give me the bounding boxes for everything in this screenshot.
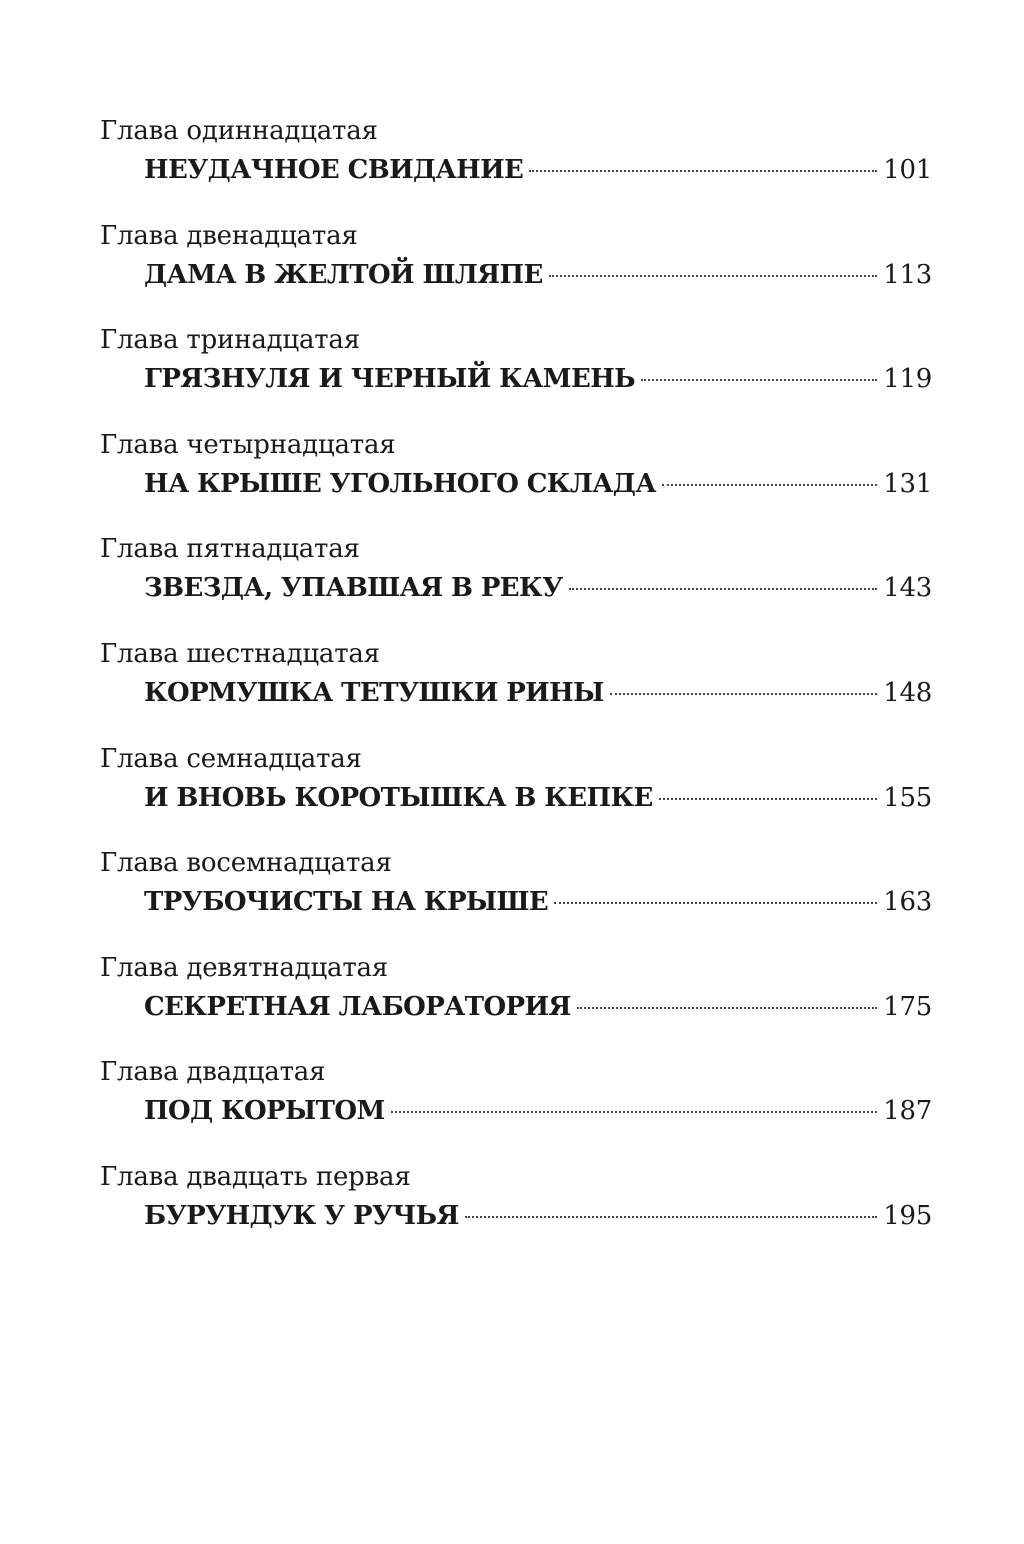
chapter-title-line [144, 150, 932, 190]
chapter-label: Глава девятнадцатая [100, 952, 389, 983]
chapter-label: Глава тринадцатая [100, 325, 360, 356]
chapter-title-line [144, 673, 932, 713]
dot-leader [662, 484, 877, 486]
chapter-label: Глава семнадцатая [100, 743, 362, 774]
chapter-title-line [144, 882, 932, 922]
page-number: 148 [883, 677, 932, 708]
page-number: 143 [883, 573, 932, 604]
chapter-label: Глава двадцатая [100, 1057, 326, 1088]
chapter-title-line [144, 1196, 932, 1236]
chapter-title: КОРМУШКА ТЕТУШКИ РИНЫ [144, 677, 604, 708]
chapter-label: Глава двенадцатая [100, 220, 358, 251]
dot-leader [659, 798, 878, 800]
chapter-title-line [144, 1091, 932, 1131]
chapter-label: Глава восемнадцатая [100, 848, 392, 879]
toc-entry [100, 1158, 932, 1263]
page-number: 155 [883, 782, 932, 813]
page-number: 113 [883, 259, 932, 290]
toc-entry [100, 635, 932, 740]
page-number: 163 [883, 887, 932, 918]
chapter-title: СЕКРЕТНАЯ ЛАБОРАТОРИЯ [144, 991, 571, 1022]
page-number: 131 [883, 468, 932, 499]
chapter-label: Глава одиннадцатая [100, 116, 378, 146]
dot-leader [641, 379, 877, 381]
toc-entry [100, 949, 932, 1054]
dot-leader [554, 902, 877, 904]
chapter-title: ДАМА В ЖЕЛТОЙ ШЛЯПЕ [144, 259, 543, 290]
chapter-title: ПОД КОРЫТОМ [144, 1096, 385, 1127]
chapter-title: ЗВЕЗДА, УПАВШАЯ В РЕКУ [144, 573, 563, 604]
chapter-label: Глава шестнадцатая [100, 638, 380, 669]
dot-leader [465, 1216, 877, 1218]
chapter-title: НЕУДАЧНОЕ СВИДАНИЕ [144, 155, 524, 185]
dot-leader [569, 588, 878, 590]
dot-leader [577, 1007, 877, 1009]
dot-leader [529, 170, 877, 172]
page-number: 175 [883, 991, 932, 1022]
toc-entry [100, 1053, 932, 1158]
chapter-label: Глава двадцать первая [100, 1161, 411, 1192]
chapter-title-line [144, 568, 932, 608]
toc-entry [100, 217, 932, 322]
toc-entry [100, 740, 932, 845]
chapter-title: И ВНОВЬ КОРОТЫШКА В КЕПКЕ [144, 782, 653, 813]
chapter-title-line [144, 464, 932, 504]
chapter-title-line [144, 778, 932, 818]
chapter-title: ГРЯЗНУЛЯ И ЧЕРНЫЙ КАМЕНЬ [144, 364, 636, 395]
chapter-title-line [144, 987, 932, 1027]
toc-entry [100, 426, 932, 531]
toc-entry [100, 530, 932, 635]
dot-leader [610, 693, 878, 695]
page-number: 101 [883, 155, 932, 185]
page-number: 195 [883, 1200, 932, 1231]
page-number: 119 [883, 364, 932, 395]
chapter-label: Глава четырнадцатая [100, 429, 396, 460]
toc-entry [100, 112, 932, 217]
chapter-label: Глава пятнадцатая [100, 534, 360, 565]
chapter-title: ТРУБОЧИСТЫ НА КРЫШЕ [144, 887, 549, 918]
chapter-title: НА КРЫШЕ УГОЛЬНОГО СКЛАДА [144, 468, 656, 499]
chapter-title-line [144, 359, 932, 399]
dot-leader [391, 1111, 878, 1113]
chapter-title-line [144, 255, 932, 295]
toc-entry [100, 844, 932, 949]
dot-leader [549, 275, 878, 277]
toc-entry [100, 321, 932, 426]
table-of-contents [100, 112, 932, 1263]
chapter-title: БУРУНДУК У РУЧЬЯ [144, 1200, 459, 1231]
page-number: 187 [883, 1096, 932, 1127]
